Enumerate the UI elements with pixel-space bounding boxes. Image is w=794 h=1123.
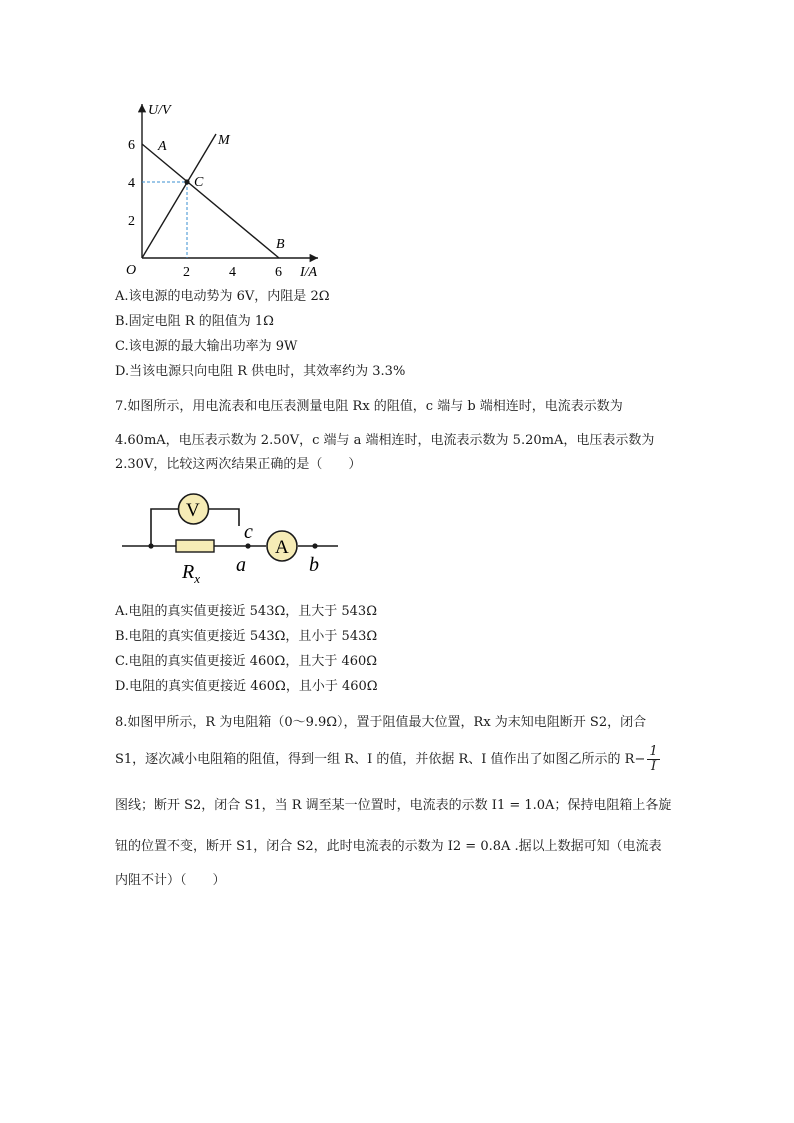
node-a-label: a: [236, 554, 246, 576]
y-tick-label: 4: [128, 176, 135, 191]
ammeter-label: A: [275, 537, 289, 558]
x-tick-label: 4: [229, 265, 236, 280]
resistor-label-r: R: [182, 561, 195, 583]
q6-option-d: D.当该电源只向电阻 R 供电时，其效率约为 3.3%: [115, 364, 406, 379]
voltmeter-wire: [209, 509, 239, 526]
q8-stem-line5: 内阻不计）（ ）: [115, 873, 226, 888]
q6-option-a: A.该电源的电动势为 6V，内阻是 2Ω: [115, 289, 330, 304]
voltmeter-wire: [151, 509, 178, 546]
node-b-label: b: [309, 554, 319, 576]
x-tick-label: 6: [275, 265, 282, 280]
voltmeter-label: V: [186, 500, 200, 521]
q6-option-b: B.固定电阻 R 的阻值为 1Ω: [115, 314, 274, 329]
q8-stem-line3: 图线；断开 S2，闭合 S1，当 R 调至某一位置时，电流表的示数 I1 = 1.0A；保持电阻箱上各旋: [115, 798, 672, 813]
resistor-label: [181, 561, 200, 586]
resistor-label-sub: x: [194, 571, 200, 586]
node-a-dot: [245, 543, 250, 548]
point-m-label: M: [218, 133, 230, 148]
y-tick-label: 6: [128, 138, 135, 153]
fraction-denominator: I: [650, 759, 657, 774]
x-tick-label: 2: [183, 265, 190, 280]
point-b-label: B: [276, 237, 285, 252]
node-b-dot: [312, 543, 317, 548]
fraction-numerator: 1: [649, 744, 658, 759]
u-i-graph: [110, 94, 340, 284]
y-tick-label: 2: [128, 214, 135, 229]
x-axis-label: I/A: [300, 265, 318, 280]
q6-option-c: C.该电源的最大输出功率为 9W: [115, 339, 298, 354]
q8-stem-line4: 钮的位置不变，断开 S1，闭合 S2，此时电流表的示数为 I2 = 0.8A .据以上数据可知（电流表: [115, 839, 662, 854]
q7-option-c: C.电阻的真实值更接近 460Ω，且大于 460Ω: [115, 654, 378, 669]
origin-label: O: [126, 263, 137, 278]
q7-stem-line3: 2.30V，比较这两次结果正确的是（ ）: [115, 457, 362, 472]
q8-stem-line2-text: S1，逐次减小电阻箱的阻值，得到一组 R、I 的值，并依据 R、I 值作出了如图乙所示的 R−: [115, 752, 646, 767]
q7-option-b: B.电阻的真实值更接近 543Ω，且小于 543Ω: [115, 629, 378, 644]
q7-option-a: A.电阻的真实值更接近 543Ω，且大于 543Ω: [115, 604, 377, 619]
q8-stem-line2: [115, 745, 683, 774]
point-c-label: C: [194, 175, 204, 190]
q7-option-d: D.电阻的真实值更接近 460Ω，且小于 460Ω: [115, 679, 378, 694]
q7-stem-line1: 7.如图所示，用电流表和电压表测量电阻 Rx 的阻值，c 端与 b 端相连时，电流表示数为: [115, 399, 623, 414]
junction-dot: [148, 543, 153, 548]
q7-stem-line2: 4.60mA，电压表示数为 2.50V，c 端与 a 端相连时，电流表示数为 5.20mA，电压表示数为: [115, 433, 655, 448]
point-a-label: A: [158, 139, 167, 154]
resistor-rx: [176, 540, 214, 552]
circuit-diagram: [118, 486, 348, 586]
line-ab: [142, 144, 279, 258]
fraction-one-over-i: [647, 745, 659, 774]
y-axis-label: U/V: [148, 103, 171, 118]
node-c-label: c: [244, 521, 253, 543]
point-c-dot: [184, 179, 189, 184]
q8-stem-line1: 8.如图甲所示，R 为电阻箱（0～9.9Ω），置于阻值最大位置，Rx 为末知电阻断开 S2，闭合: [115, 715, 647, 730]
